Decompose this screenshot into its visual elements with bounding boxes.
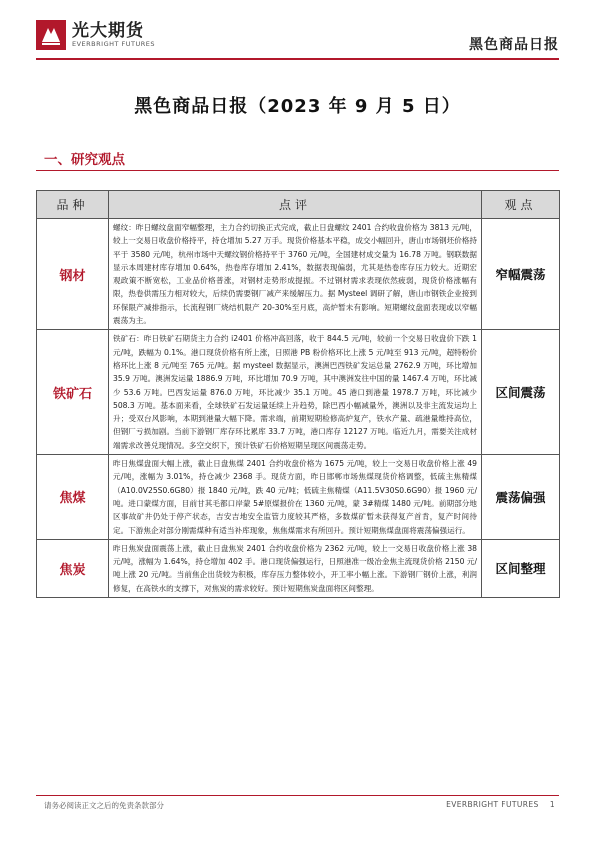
view-cell: 区间整理 [482, 539, 560, 597]
comment-cell: 昨日焦煤盘面大幅上涨，截止日盘焦煤 2401 合约收盘价格为 1675 元/吨，较上一交易日收盘价格上涨 49 元/吨，涨幅为 3.01%，持仓减少 2368 手。现货方面，昨日邯郸市场焦煤现货价格调整，低硫主焦精煤（A10.0V25S0.6G80）报 1840 元/吨，跌 40 元/吨；低硫主焦精煤（A11.5V30S0.6G90）报 1960 元/吨。进口蒙煤方面，目前甘其毛都口岸蒙 5#原煤报价在 1360 元/吨，蒙 3#精煤 1480 元/吨。前期部分地区事故矿井仍处于停产状态，吉安吉地安全监管力度较其严格，多数煤矿暂未获得复产首肯，复产时间待定。下游焦企对部分刚需煤种有适当补库现象，焦焦煤需求有所回升。预计短期焦煤盘面将震荡偏强运行。 [109, 455, 482, 540]
header-divider [36, 58, 559, 60]
research-view-table [36, 190, 560, 598]
logo-mark-icon [36, 20, 66, 50]
variety-cell: 铁矿石 [37, 330, 109, 455]
footer-brand-page [446, 800, 555, 809]
comment-cell: 昨日焦炭盘面震荡上涨，截止日盘焦炭 2401 合约收盘价格为 2362 元/吨，较上一交易日收盘价格上涨 38 元/吨，涨幅为 1.64%，持仓增加 402 手。港口现货偏强运行，日照港准一级冶金焦主流现货价格 2150 元/吨上涨 20 元/吨。当前焦企出货较为积极，库存压力整体较小，开工率小幅上涨。下游钢厂钢价上涨，利润修复，在高铁水的支撑下，对焦炭的需求较好。预计短期焦炭盘面将区间整理。 [109, 539, 482, 597]
table-header-row [37, 191, 560, 219]
variety-cell: 焦煤 [37, 455, 109, 540]
logo-text-en: EVERBRIGHT FUTURES [72, 39, 156, 48]
footer-divider [36, 795, 559, 796]
logo-text-cn: 光大期货 [72, 20, 144, 41]
footer-disclaimer: 请务必阅读正文之后的免责条款部分 [44, 801, 164, 810]
footer-brand: EVERBRIGHT FUTURES [446, 800, 539, 809]
variety-cell: 焦炭 [37, 539, 109, 597]
comment-cell: 铁矿石：昨日铁矿石期货主力合约 i2401 价格冲高回落，收于 844.5 元/吨，较前一个交易日收盘价下跌 1 元/吨，跌幅为 0.1%。港口现货价格有所上涨，日照港 PB 粉价格环比上涨 5 元/吨至 913 元/吨，超特粉价格环比上涨 8 元/吨至 765 元/吨。据 mysteel 数据显示，澳洲巴西铁矿发运总量 2762.9 万吨，环比增加 35.9 万吨。澳洲发运量 1886.9 万吨，环比增加 70.9 万吨，其中澳洲发往中国的量 1467.4 万吨，环比减少 53.6 万吨。巴西发运量 876.0 万吨，环比减少 35.1 万吨。45 港口到港量 1978.7 万吨，环比减少 508.3 万吨。基本面来看，全球铁矿石发运量延续上升趋势，除巴西小幅减量外，澳洲以及非主流发运均上升；受双台风影响，本期到港量大幅下降。需求端，前期短期检修高炉复产，铁水产量、疏港量维持高位，但钢厂亏损加剧。当前下游钢厂库存环比累库 33.7 万吨，港口库存 12127 万吨。临近九月，需要关注成材端需求改善兑现情况。多空交织下，预计铁矿石价格短期呈现区间震荡走势。 [109, 330, 482, 455]
header-comment: 点评 [109, 191, 482, 219]
table-row [37, 330, 560, 455]
comment-cell: 螺纹：昨日螺纹盘面窄幅整理，主力合约切换正式完成，截止日盘螺纹 2401 合约收盘价格为 3813 元/吨，较上一交易日收盘价格持平，持仓增加 5.27 万手。现货价格基本平稳，成交小幅回升，唐山市场钢坯价格持平于 3580 元/吨，杭州市场中天螺纹钢价格持平于 3760 元/吨，全国建材成交量为 16.78 万吨。钢联数据显示本周建材库存增加 0.64%，热卷库存增加 2.41%，数据表现偏弱，尤其是热卷库存压力较大。近期宏观政策不断宽松，工业品价格普涨，对钢材走势形成提振。不过钢材需求表现依然疲弱，现货价格涨幅有限，热卷供需压力相对较大，后续仍需要钢厂减产来缓解压力。据 Mysteel 调研了解，唐山市钢铁企业接到环保限产减排指示，长流程钢厂烧结机限产 20-30%至月底，高炉暂未有影响。短期螺纹盘面表现或以窄幅震荡为主。 [109, 219, 482, 330]
document-title: 黑色商品日报（2023 年 9 月 5 日） [134, 96, 461, 117]
table-row [37, 455, 560, 540]
table-row [37, 219, 560, 330]
view-cell: 区间震荡 [482, 330, 560, 455]
report-type-label: 黑色商品日报 [469, 37, 559, 53]
table-row [37, 539, 560, 597]
header-variety: 品种 [37, 191, 109, 219]
section-heading: 一、研究观点 [44, 152, 125, 168]
page-number: 1 [549, 800, 555, 809]
variety-cell: 钢材 [37, 219, 109, 330]
section-divider [36, 170, 559, 171]
company-logo [36, 20, 155, 50]
page-header [0, 0, 595, 70]
view-cell: 窄幅震荡 [482, 219, 560, 330]
header-view: 观点 [482, 191, 560, 219]
view-cell: 震荡偏强 [482, 455, 560, 540]
